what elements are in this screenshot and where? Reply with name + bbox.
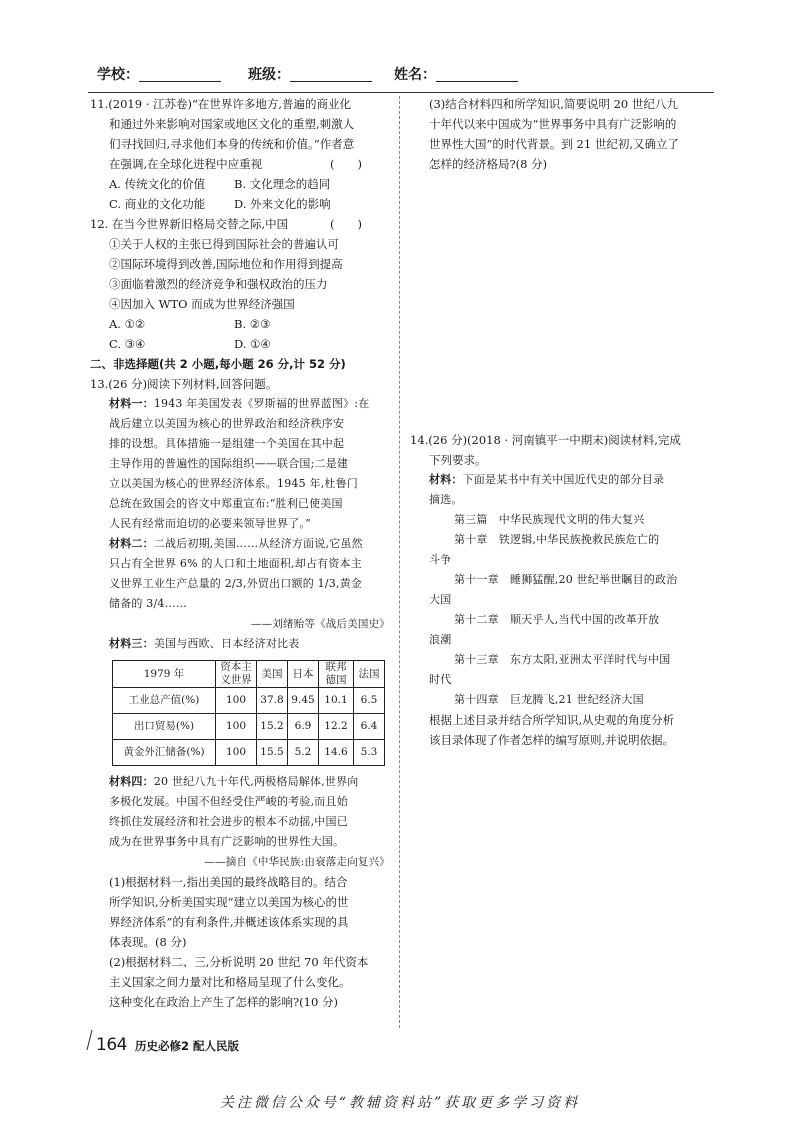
sub-question-line: 体表现。(8 分) [109, 935, 187, 949]
table-caption: 美国与西欧、日本经济对比表 [153, 637, 300, 650]
material-line: 20 世纪八九十年代,两极格局解体,世界向 [153, 775, 359, 788]
question-13 [90, 374, 390, 1012]
sub-question-2 [90, 952, 390, 1012]
toc-excerpt [410, 510, 715, 710]
q14-question-line: 根据上述目录并结合所学知识,从史观的角度分析 [429, 713, 675, 727]
option-c[interactable]: C. ③④ [109, 337, 146, 351]
material-line: 主导作用的普遍性的国际组织——联合国;二是建 [109, 457, 349, 470]
q14-material [410, 470, 715, 510]
material-label: 材料二： [109, 537, 154, 550]
table-cell: 6.4 [354, 714, 385, 740]
table-cell: 100 [216, 688, 257, 714]
q11-line: 11.(2019 · 江苏卷)“在世界许多地方,普遍的商业化 [90, 97, 352, 111]
option-d[interactable]: D. 外来文化的影响 [234, 197, 331, 211]
table-cell: 5.2 [288, 740, 319, 766]
table-col-header: 美国 [257, 661, 288, 688]
watermark-text: 关注微信公众号“教辅资料站”获取更多学习资料 [219, 1095, 581, 1111]
left-column [90, 94, 390, 1012]
sub-question-line: 怎样的经济格局?(8 分) [429, 157, 548, 171]
school-field[interactable] [97, 64, 221, 84]
sub-question-line: 这种变化在政治上产生了怎样的影响?(10 分) [109, 995, 338, 1009]
material-1 [90, 394, 390, 534]
material-label: 材料四： [109, 775, 154, 788]
table-cell: 100 [216, 714, 257, 740]
name-field[interactable] [394, 64, 518, 84]
sub-question-3 [410, 94, 715, 174]
toc-line: 第十章 铁逻辑,中华民族挽救民族危亡的 [454, 533, 660, 546]
material-3 [90, 634, 390, 654]
table-col-header: 法国 [354, 661, 385, 688]
sub-question-line: 所学知识,分析美国实现“建立以美国为核心的世 [109, 895, 349, 909]
sub-question-line: 世界性大国”的时代背景。到 21 世纪初,又确立了 [429, 137, 679, 151]
toc-line: 第十一章 睡狮猛醒,20 世纪举世瞩目的政治 [454, 573, 678, 586]
q14-question-line: 该目录体现了作者怎样的编写原则,并说明依据。 [429, 733, 675, 747]
table-row-label: 工业总产值(%) [113, 688, 216, 714]
material-line: 总统在致国会的咨文中郑重宣布:“胜利已使美国 [109, 497, 343, 510]
table-cell: 10.1 [319, 688, 354, 714]
material-line: 多极化发展。中国不但经受住严峻的考验,而且始 [109, 795, 348, 808]
toc-line: 时代 [429, 673, 452, 686]
answer-space[interactable] [410, 174, 715, 430]
book-title: 历史必修2 配人民版 [134, 1039, 239, 1053]
table-row-label: 黄金外汇储备(%) [113, 740, 216, 766]
column-divider [399, 96, 400, 1028]
table-year-cell: 1979 年 [113, 661, 216, 688]
material-label: 材料： [429, 473, 463, 486]
table-cell: 100 [216, 740, 257, 766]
answer-bracket[interactable]: ( ) [330, 217, 362, 231]
q12-item: ③面临着激烈的经济竞争和强权政治的压力 [109, 277, 328, 291]
material-line: 终抓住发展经济和社会进步的根本不动摇,中国已 [109, 815, 348, 828]
material-source: ——刘绪贻等《战后美国史》 [250, 618, 390, 630]
student-info-header [97, 64, 717, 84]
class-label: 班级： [248, 67, 290, 83]
toc-line: 第十二章 顺天乎人,当代中国的改革开放 [454, 613, 660, 626]
option-a[interactable]: A. 传统文化的价值 [109, 177, 206, 191]
q12-options-row [90, 314, 390, 334]
sub-question-line: (2)根据材料二、三,分析说明 20 世纪 70 年代资本 [109, 955, 369, 969]
sub-question-line: (1)根据材料一,指出美国的最终战略目的。结合 [109, 875, 348, 889]
page-number: 164 [96, 1035, 127, 1055]
name-label: 姓名： [394, 67, 436, 83]
table-cell: 37.8 [257, 688, 288, 714]
q11-line: 们寻找回归,寻求他们本身的传统和价值。”作者意 [109, 137, 355, 151]
material-2 [90, 534, 390, 634]
material-line: 立以美国为核心的世界经济体系。1945 年,杜鲁门 [109, 477, 358, 490]
table-cell: 15.5 [257, 740, 288, 766]
q12-item: ④因加入 WTO 而成为世界经济强国 [109, 297, 295, 311]
table-cell: 9.45 [288, 688, 319, 714]
toc-line: 第十三章 东方太阳,亚洲太平洋时代与中国 [454, 653, 671, 666]
material-line: 人民有经常而迫切的必要来领导世界了。” [109, 517, 311, 530]
option-d[interactable]: D. ①④ [234, 337, 271, 351]
table-cell: 6.5 [354, 688, 385, 714]
sub-question-line: 十年代以来中国成为“世界事务中具有广泛影响的 [429, 117, 677, 131]
q12-options-row [90, 334, 390, 354]
q14-stem-line: 下列要求。 [429, 453, 487, 467]
material-line: 二战后初期,美国……从经济方面说,它虽然 [153, 537, 363, 550]
material-4 [90, 772, 390, 872]
class-blank[interactable] [290, 67, 372, 82]
table-col-header: 日本 [288, 661, 319, 688]
table-row-label: 出口贸易(%) [113, 714, 216, 740]
slash-mark [86, 1030, 96, 1050]
table-col-header: 资本主义世界 [216, 661, 257, 688]
q11-options-row [90, 194, 390, 214]
sub-question-1 [90, 872, 390, 952]
school-label: 学校： [97, 67, 139, 83]
school-blank[interactable] [139, 67, 221, 82]
option-b[interactable]: B. 文化理念的趋同 [234, 177, 331, 191]
material-label: 材料三： [109, 637, 154, 650]
right-column [410, 94, 715, 750]
toc-line: 斗争 [429, 553, 452, 566]
material-line: 下面是某书中有关中国近代史的部分目录 [462, 473, 665, 486]
material-line: 储备的 3/4…… [109, 597, 187, 610]
toc-line: 大国 [429, 593, 452, 606]
q11-options-row [90, 174, 390, 194]
material-line: 1943 年美国发表《罗斯福的世界蓝图》:在 [153, 397, 370, 410]
answer-bracket[interactable]: ( ) [330, 157, 362, 171]
table-col-header: 联邦德国 [319, 661, 354, 688]
q12-item: ①关于人权的主张已得到国际社会的普遍认可 [109, 237, 339, 251]
question-14 [410, 430, 715, 750]
material-line: 排的设想。具体措施一是组建一个美国在其中起 [109, 437, 345, 450]
table-header-row [113, 661, 385, 688]
table-cell: 5.3 [354, 740, 385, 766]
sub-question-line: (3)结合材料四和所学知识,简要说明 20 世纪八九 [429, 97, 678, 111]
option-b[interactable]: B. ②③ [234, 317, 271, 331]
option-a[interactable]: A. ①② [109, 317, 146, 331]
material-label: 材料一： [109, 397, 154, 410]
toc-line: 第十四章 巨龙腾飞,21 世纪经济大国 [454, 693, 644, 706]
table-row [113, 714, 385, 740]
material-line: 义世界工业生产总量的 2/3,外贸出口额的 1/3,黄金 [109, 577, 362, 590]
table-row [113, 740, 385, 766]
table-cell: 15.2 [257, 714, 288, 740]
material-line: 摘选。 [429, 493, 463, 506]
q11-line: 在强调,在全球化进程中应重视 [109, 157, 263, 171]
name-blank[interactable] [436, 67, 518, 82]
q14-stem-line: 14.(26 分)(2018 · 河南镇平一中期末)阅读材料,完成 [410, 433, 681, 447]
material-line: 成为在世界事务中具有广泛影响的世界性大国。 [109, 835, 345, 848]
material-line: 只占有全世界 6% 的人口和土地面积,却占有资本主 [109, 557, 362, 570]
toc-line: 第三篇 中华民族现代文明的伟大复兴 [454, 513, 645, 526]
question-11 [90, 94, 390, 214]
option-c[interactable]: C. 商业的文化功能 [109, 197, 206, 211]
toc-line: 浪潮 [429, 633, 452, 646]
header-divider [88, 92, 714, 93]
q12-stem: 12. 在当今世界新旧格局交替之际,中国 [90, 217, 289, 231]
table-cell: 14.6 [319, 740, 354, 766]
class-field[interactable] [248, 64, 372, 84]
economy-comparison-table [112, 660, 385, 766]
material-source: ——摘自《中华民族:由衰落走向复兴》 [204, 856, 390, 868]
page-footer [86, 1030, 239, 1055]
q13-stem: 13.(26 分)阅读下列材料,回答问题。 [90, 377, 278, 391]
question-12 [90, 214, 390, 354]
q11-line: 和通过外来影响对国家或地区文化的重塑,刺激人 [109, 117, 355, 131]
sub-question-line: 界经济体系”的有利条件,并概述该体系实现的具 [109, 915, 349, 929]
table-cell: 6.9 [288, 714, 319, 740]
table-cell: 12.2 [319, 714, 354, 740]
sub-question-line: 主义国家之间力量对比和格局呈现了什么变化。 [109, 975, 351, 989]
table-row [113, 688, 385, 714]
section-heading: 二、非选择题(共 2 小题,每小题 26 分,计 52 分) [90, 357, 346, 371]
material-line: 战后建立以美国为核心的世界政治和经济秩序安 [109, 417, 345, 430]
q12-item: ②国际环境得到改善,国际地位和作用得到提高 [109, 257, 343, 271]
